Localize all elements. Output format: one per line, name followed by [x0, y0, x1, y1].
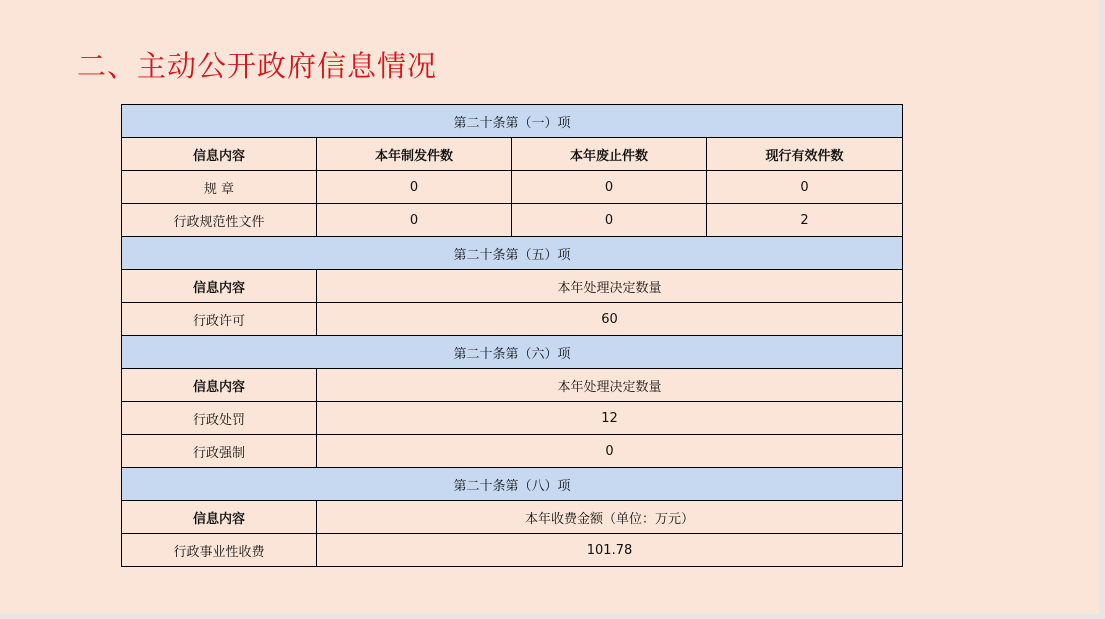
column-header: 本年制发件数: [317, 138, 512, 171]
table-row: [122, 303, 903, 336]
column-header: 本年收费金额（单位：万元）: [317, 501, 903, 534]
column-header-row: [122, 270, 903, 303]
table-row: [122, 204, 903, 237]
column-header: 本年处理决定数量: [317, 270, 903, 303]
section-header-row: [122, 336, 903, 369]
table-row: [122, 435, 903, 468]
column-header: 本年处理决定数量: [317, 369, 903, 402]
column-header-row: [122, 138, 903, 171]
column-header-row: [122, 369, 903, 402]
table-row: [122, 171, 903, 204]
page-title: 二、主动公开政府信息情况: [77, 49, 438, 83]
table-cell: 101.78: [317, 534, 903, 567]
column-header: 现行有效件数: [707, 138, 903, 171]
section-heading: 第二十条第（一）项: [122, 105, 903, 138]
table-cell: 60: [317, 303, 903, 336]
row-label: 规 章: [122, 171, 317, 204]
table-cell: 0: [317, 435, 903, 468]
row-label: 行政事业性收费: [122, 534, 317, 567]
row-label: 行政强制: [122, 435, 317, 468]
table-cell: 0: [317, 171, 512, 204]
table-cell: 0: [512, 171, 707, 204]
table-cell: 0: [707, 171, 903, 204]
section-heading: 第二十条第（六）项: [122, 336, 903, 369]
section-header-row: [122, 105, 903, 138]
row-label: 行政许可: [122, 303, 317, 336]
column-header: 本年废止件数: [512, 138, 707, 171]
section-header-row: [122, 237, 903, 270]
table-cell: 12: [317, 402, 903, 435]
table-cell: 2: [707, 204, 903, 237]
section-header-row: [122, 468, 903, 501]
column-header: 信息内容: [122, 369, 317, 402]
section-heading: 第二十条第（五）项: [122, 237, 903, 270]
table-cell: 0: [317, 204, 512, 237]
table-row: [122, 402, 903, 435]
info-table: [121, 104, 903, 567]
column-header: 信息内容: [122, 270, 317, 303]
section-heading: 第二十条第（八）项: [122, 468, 903, 501]
column-header-row: [122, 501, 903, 534]
column-header: 信息内容: [122, 138, 317, 171]
table-cell: 0: [512, 204, 707, 237]
row-label: 行政处罚: [122, 402, 317, 435]
table-row: [122, 534, 903, 567]
column-header: 信息内容: [122, 501, 317, 534]
row-label: 行政规范性文件: [122, 204, 317, 237]
